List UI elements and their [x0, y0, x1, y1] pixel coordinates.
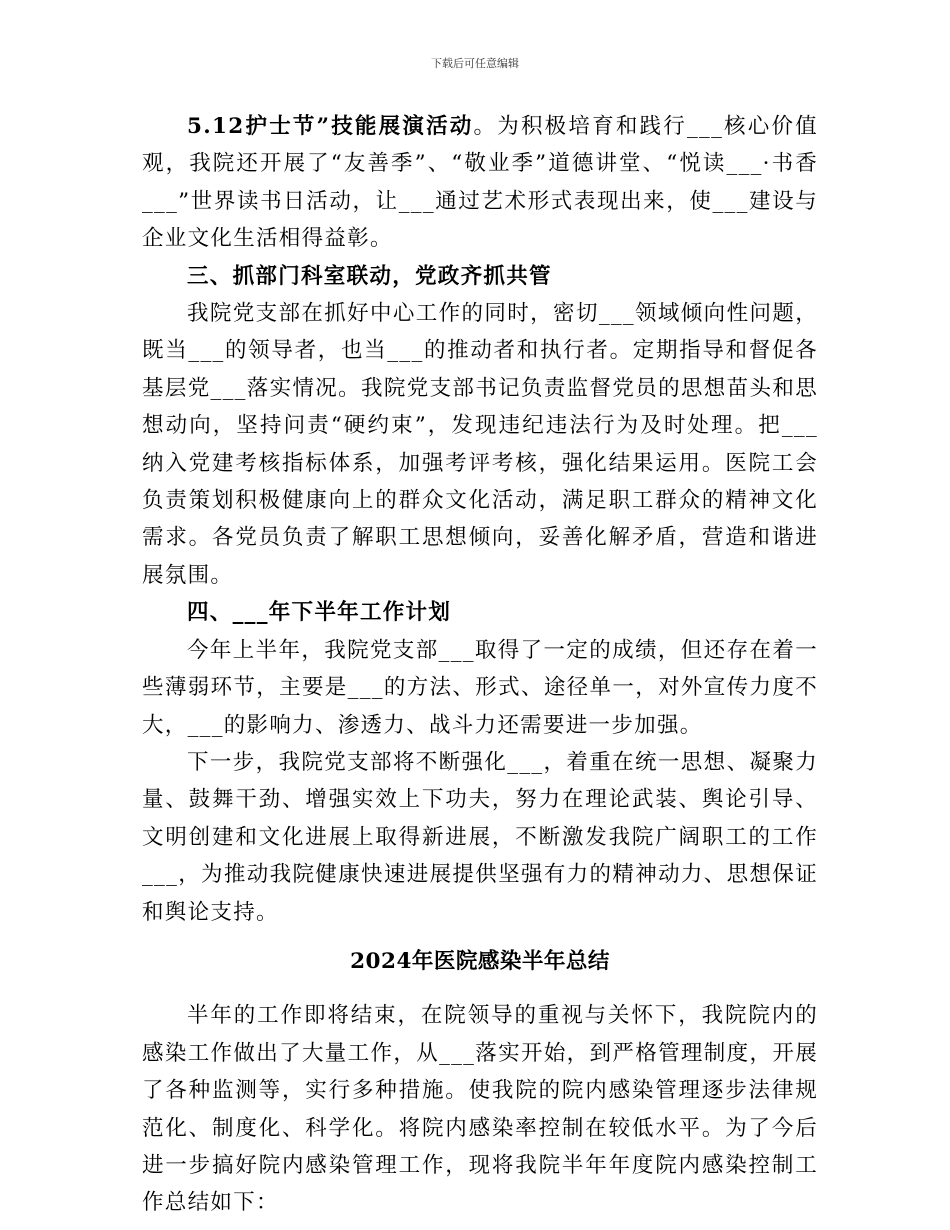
- page-header-note: 下载后可任意编辑: [431, 57, 519, 70]
- document-body: [142, 108, 818, 1222]
- paragraph-infection-intro: 半年的工作即将结束，在院领导的重视与关怀下，我院院内的感染工作做出了大量工作，从___落实开始，到严格管理制度，开展了各种监测等，实行多种措施。使我院的院内感染管理逐步法律规范化、制度化、科学化。将院内感染率控制在较低水平。为了今后进一步搞好院内感染管理工作，现将我院半年年度院内感染控制工作总结如下：: [142, 1003, 818, 1216]
- paragraph-nurses-day: [142, 108, 818, 258]
- paragraph-next-steps: 下一步，我院党支部将不断强化___，着重在统一思想、凝聚力量、鼓舞干劲、增强实效上下功夫，努力在理论武装、舆论引导、文明创建和文化进展上取得新进展，不断激发我院广阔职工的工作___，为推动我院健康快速进展提供坚强有力的精神动力、思想保证和舆论支持。: [142, 749, 818, 925]
- paragraph-lead-bold: 5.12护士节”技能展演活动: [187, 114, 474, 139]
- paragraph-first-half-summary: 今年上半年，我院党支部___取得了一定的成绩，但还存在着一些薄弱环节，主要是___的方法、形式、途径单一，对外宣传力度不大，___的影响力、渗透力、战斗力还需要进一步加强。: [142, 637, 818, 738]
- section-heading-3: 三、抓部门科室联动，党政齐抓共管: [187, 263, 552, 289]
- paragraph-department-linkage: 我院党支部在抓好中心工作的同时，密切___领域倾向性问题，既当___的领导者，也当___的推动者和执行者。定期指导和督促各基层党___落实情况。我院党支部书记负责监督党员的思想苗头和思想动向，坚持问责“硬约束”，发现违纪违法行为及时处理。把___纳入党建考核指标体系，加强考评考核，强化结果运用。医院工会负责策划积极健康向上的群众文化活动，满足职工群众的精神文化需求。各党员负责了解职工思想倾向，妥善化解矛盾，营造和谐进展氛围。: [142, 301, 818, 588]
- paragraph-text: 。为积极培育和践行___核心价值观，我院还开展了“友善季”、“敬业季”道德讲堂、“悦读___·书香___”世界读书日活动，让___通过艺术形式表现出来，使___建设与企业文化生活相得益彰。: [142, 114, 818, 252]
- section-heading-4: 四、___年下半年工作计划: [187, 600, 452, 626]
- document-title-infection-summary: 2024年医院感染半年总结: [350, 948, 610, 974]
